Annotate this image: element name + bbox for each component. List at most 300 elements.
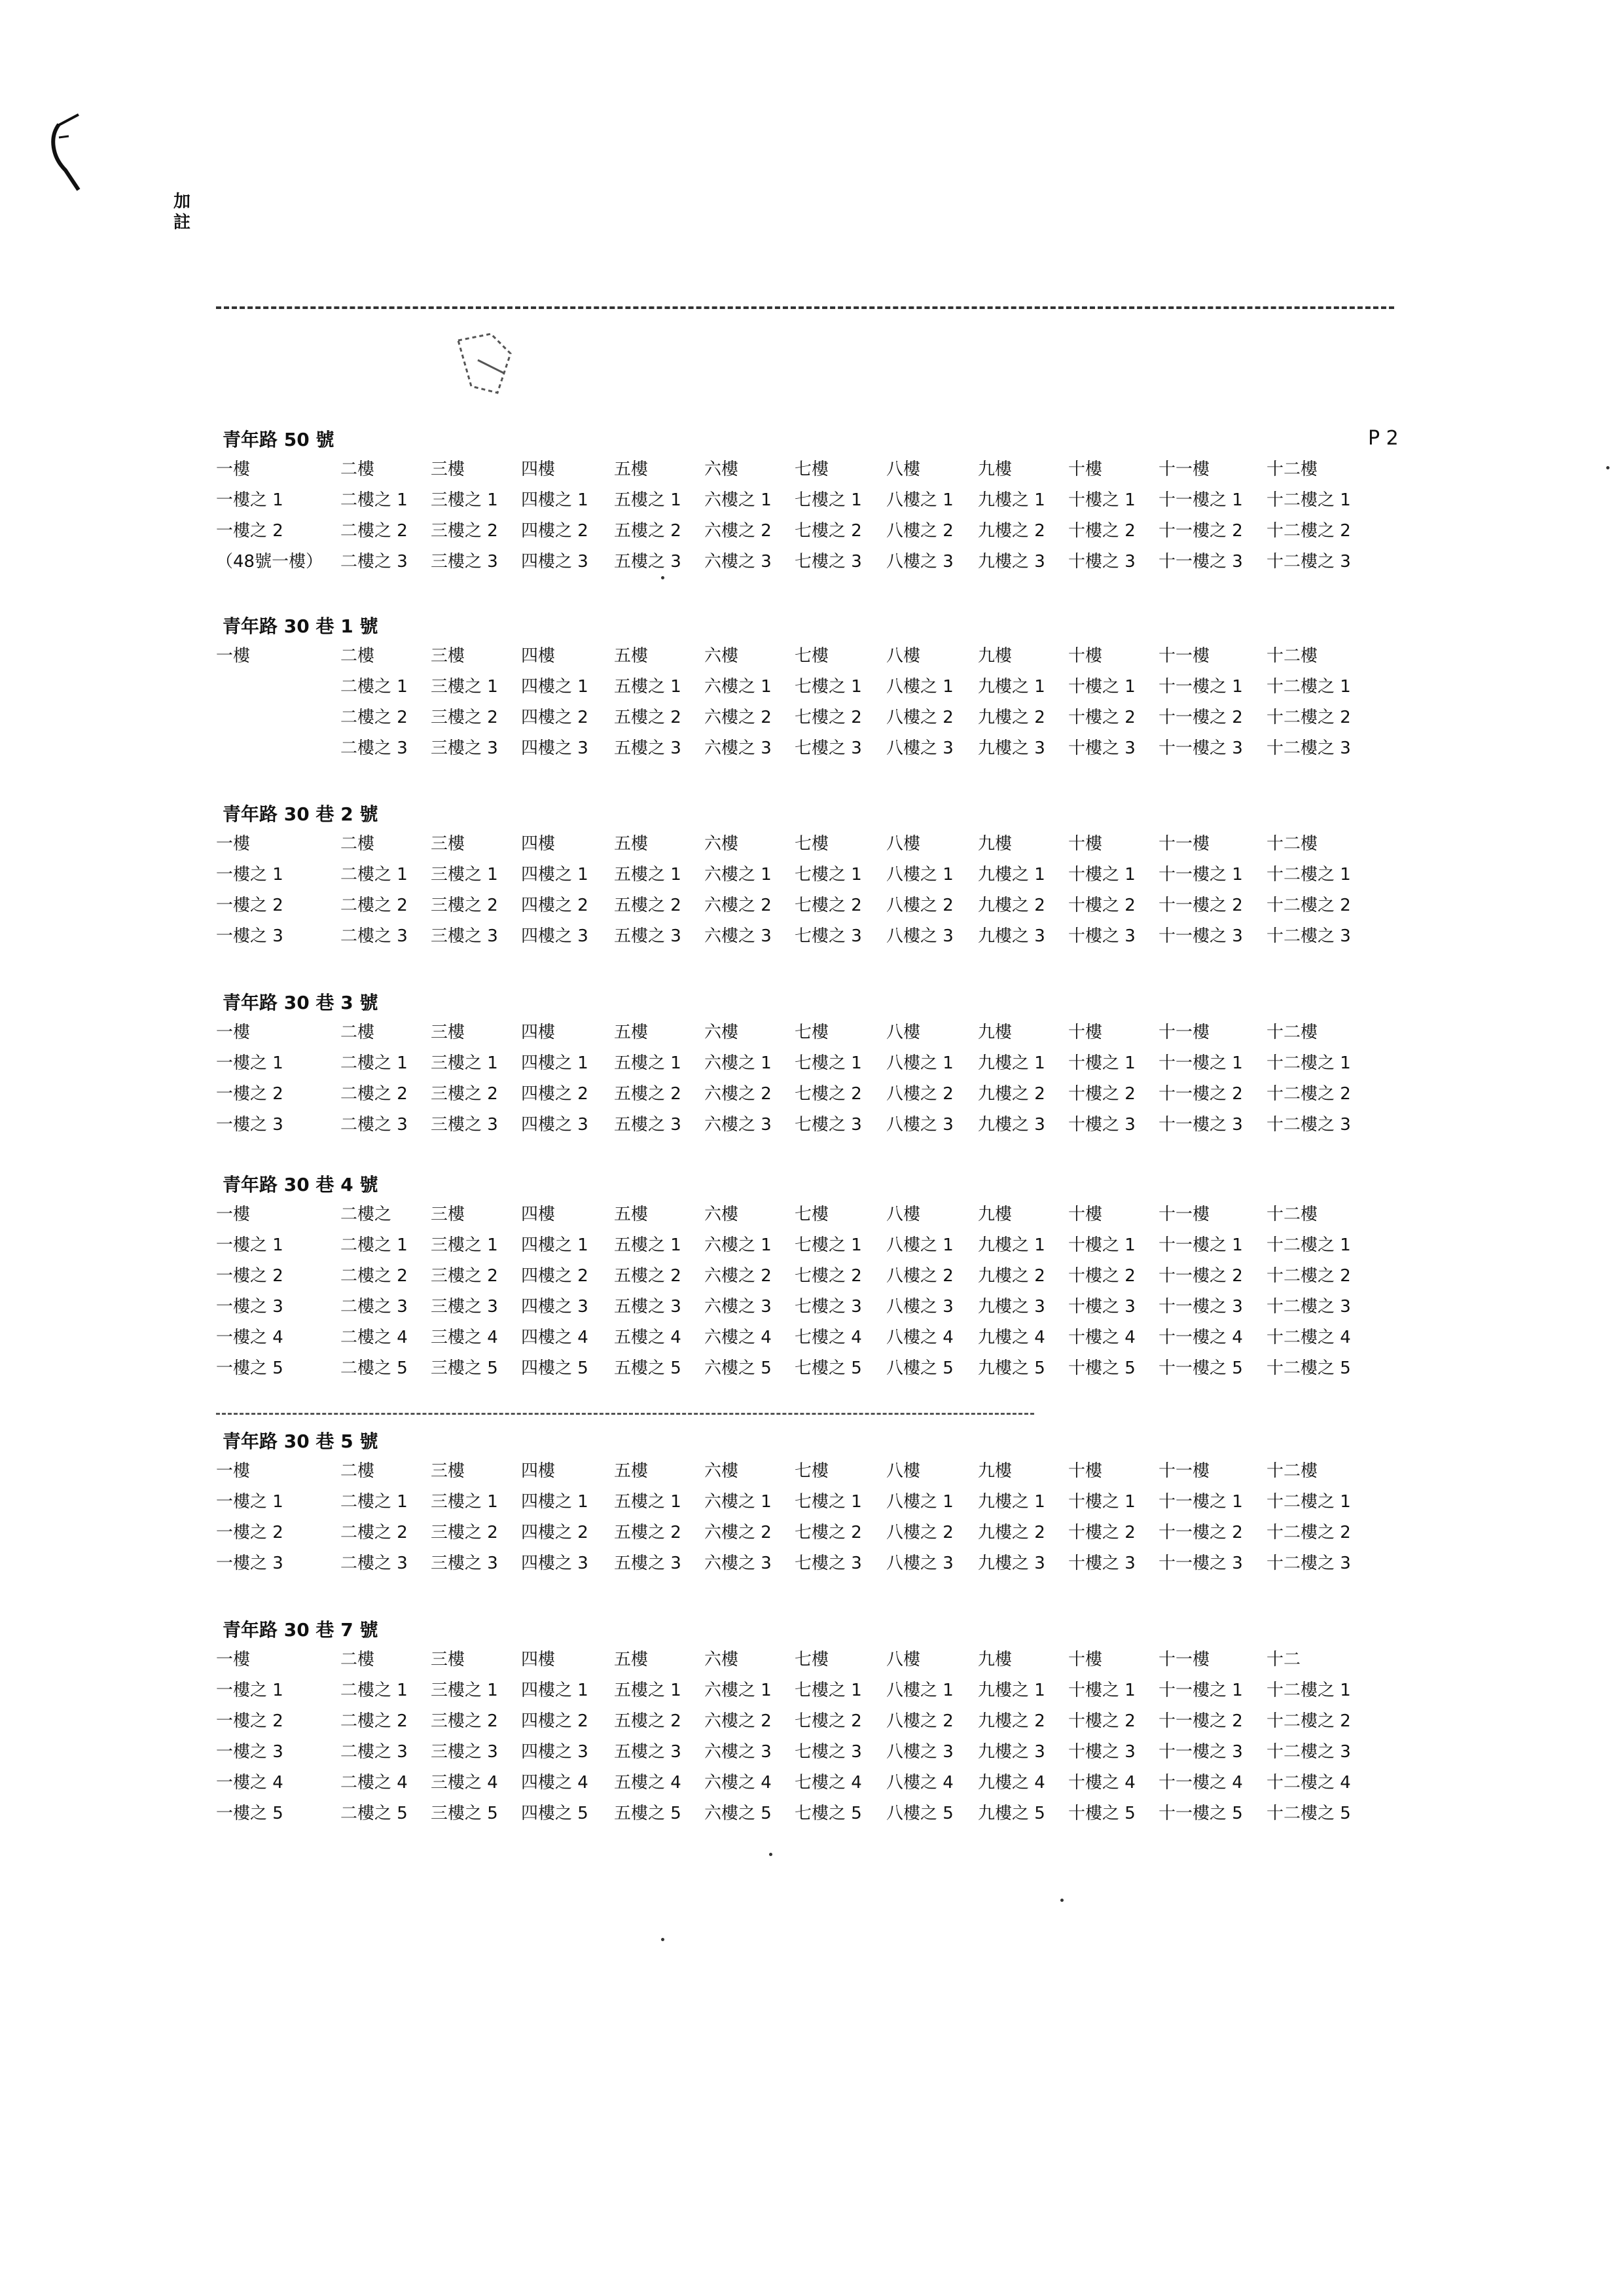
unit-label: 十一樓之 1 [1159, 1235, 1243, 1255]
unit-grid [216, 1199, 1371, 1384]
unit-label: 十樓之 1 [1068, 1492, 1136, 1512]
address-section [216, 800, 1371, 952]
unit-label: 二樓之 3 [340, 1742, 408, 1762]
unit-label: 七樓之 4 [795, 1773, 862, 1793]
unit-label: 十一樓之 2 [1159, 708, 1243, 727]
unit-label: 九樓 [978, 1205, 1013, 1224]
unit-label: 三樓之 3 [431, 1554, 498, 1573]
unit-label: 三樓之 1 [431, 490, 498, 510]
section-title: 青年路 30 巷 5 號 [223, 1430, 378, 1452]
margin-scribble [46, 111, 98, 210]
unit-label: 十一樓之 2 [1159, 896, 1243, 915]
unit-label: 八樓 [886, 1023, 921, 1042]
unit-label: 三樓之 2 [431, 708, 498, 727]
unit-label: 十二樓之 1 [1267, 1681, 1351, 1700]
unit-label: 六樓之 1 [704, 865, 772, 884]
unit-label: 二樓之 3 [340, 738, 408, 758]
unit-label: 十二樓之 1 [1267, 490, 1351, 510]
unit-label: 四樓之 2 [521, 1711, 588, 1731]
unit-label: 六樓之 2 [704, 1523, 772, 1542]
unit-label: 四樓之 3 [521, 552, 588, 572]
unit-label: 八樓之 3 [886, 738, 954, 758]
unit-label: 八樓 [886, 1650, 921, 1669]
unit-label: 四樓之 2 [521, 708, 588, 727]
unit-label: 八樓 [886, 646, 921, 666]
unit-label: 一樓之 3 [216, 1742, 283, 1762]
scan-smudge [452, 327, 524, 406]
unit-label: 九樓之 3 [978, 926, 1045, 946]
unit-label: 五樓之 2 [614, 708, 681, 727]
unit-label: 十樓之 1 [1068, 1681, 1136, 1700]
unit-label: 二樓 [340, 834, 375, 854]
unit-label: 七樓之 1 [795, 677, 862, 697]
unit-label: 三樓之 2 [431, 1084, 498, 1104]
unit-label: 十二樓 [1267, 1023, 1318, 1042]
unit-label: 四樓之 4 [521, 1773, 588, 1793]
unit-label: 七樓之 2 [795, 1084, 862, 1104]
unit-label: 六樓 [704, 460, 739, 479]
unit-label: 四樓之 1 [521, 1235, 588, 1255]
unit-label: 十一樓 [1159, 1023, 1210, 1042]
unit-label: 十樓 [1068, 1023, 1103, 1042]
unit-label: 七樓 [795, 460, 829, 479]
unit-label: 二樓之 1 [340, 677, 408, 697]
unit-label: 十樓 [1068, 460, 1103, 479]
unit-label: 二樓 [340, 460, 375, 479]
unit-label: 二樓之 1 [340, 490, 408, 510]
unit-label: 三樓之 3 [431, 1297, 498, 1317]
unit-label: 九樓之 3 [978, 738, 1045, 758]
unit-label [216, 702, 340, 733]
unit-label: 九樓之 2 [978, 1523, 1045, 1542]
unit-label: 十樓之 5 [1068, 1804, 1136, 1823]
unit-label: 十一樓之 1 [1159, 1053, 1243, 1073]
section-title: 青年路 30 巷 7 號 [223, 1619, 378, 1641]
unit-label: 九樓 [978, 460, 1013, 479]
unit-label: 十二樓之 4 [1267, 1773, 1351, 1793]
unit-label: 九樓 [978, 646, 1013, 666]
stamp-char-2: 註 [173, 213, 191, 232]
unit-label: 一樓之 1 [216, 1235, 283, 1255]
unit-grid [216, 1645, 1371, 1829]
unit-label: 二樓之 3 [340, 552, 408, 572]
unit-label: 十二樓之 2 [1267, 896, 1351, 915]
unit-label: 十二樓之 2 [1267, 1711, 1351, 1731]
unit-label: 十樓之 3 [1068, 1742, 1136, 1762]
section-title: 青年路 30 巷 3 號 [223, 992, 378, 1013]
unit-label: 十二樓之 2 [1267, 1523, 1351, 1542]
unit-label: 三樓 [431, 460, 465, 479]
unit-label: 九樓之 3 [978, 1554, 1045, 1573]
unit-label: 六樓之 2 [704, 896, 772, 915]
unit-label: 一樓之 1 [216, 1492, 283, 1512]
unit-label: 七樓之 5 [795, 1804, 862, 1823]
unit-label: 八樓之 2 [886, 1711, 954, 1731]
unit-label: 十樓之 3 [1068, 926, 1136, 946]
unit-label: 十二樓 [1267, 834, 1318, 854]
unit-label: 二樓之 1 [340, 1492, 408, 1512]
unit-label: 二樓之 1 [340, 1235, 408, 1255]
unit-label: 一樓之 2 [216, 521, 283, 541]
unit-label: 七樓 [795, 1461, 829, 1481]
unit-label: 一樓之 5 [216, 1358, 283, 1378]
unit-label: 二樓之 5 [340, 1358, 408, 1378]
unit-label: 十樓之 3 [1068, 1297, 1136, 1317]
unit-label: 十二樓之 2 [1267, 1084, 1351, 1104]
unit-label: 七樓之 2 [795, 708, 862, 727]
scan-speck [1606, 466, 1609, 469]
unit-label: 四樓之 1 [521, 1053, 588, 1073]
unit-label: 一樓 [216, 460, 251, 479]
unit-label: 三樓之 1 [431, 865, 498, 884]
unit-label: 八樓之 3 [886, 552, 954, 572]
unit-label: 八樓之 2 [886, 1523, 954, 1542]
unit-label: 九樓之 5 [978, 1358, 1045, 1378]
address-section [216, 1171, 1371, 1384]
unit-label: 五樓之 4 [614, 1328, 681, 1347]
unit-label: 五樓 [614, 646, 649, 666]
unit-label: 十二樓之 3 [1267, 926, 1351, 946]
unit-label: 七樓 [795, 1023, 829, 1042]
unit-label: 十二樓之 1 [1267, 865, 1351, 884]
unit-label: 九樓之 2 [978, 1266, 1045, 1286]
unit-label: 三樓 [431, 1650, 465, 1669]
unit-label: 九樓 [978, 834, 1013, 854]
unit-label: 十二樓之 5 [1267, 1358, 1351, 1378]
unit-label: 十樓 [1068, 1461, 1103, 1481]
unit-label: 五樓之 3 [614, 552, 681, 572]
unit-label: 三樓 [431, 834, 465, 854]
unit-label: 八樓之 3 [886, 926, 954, 946]
unit-label: 四樓之 2 [521, 896, 588, 915]
unit-label: 九樓之 1 [978, 490, 1045, 510]
unit-label: 一樓之 1 [216, 865, 283, 884]
unit-label: 十樓之 2 [1068, 708, 1136, 727]
unit-label: 四樓 [521, 1023, 556, 1042]
unit-label: 七樓之 3 [795, 1115, 862, 1135]
unit-label: 八樓 [886, 834, 921, 854]
unit-label: 九樓之 1 [978, 1235, 1045, 1255]
unit-label: 十樓 [1068, 1205, 1103, 1224]
unit-label: 六樓 [704, 646, 739, 666]
unit-label: 五樓之 2 [614, 896, 681, 915]
unit-label: 六樓之 2 [704, 1084, 772, 1104]
unit-label: 十二樓之 2 [1267, 521, 1351, 541]
unit-label: 八樓 [886, 1461, 921, 1481]
unit-label: 五樓之 5 [614, 1358, 681, 1378]
unit-label: 六樓 [704, 1650, 739, 1669]
unit-label: 十一樓 [1159, 1461, 1210, 1481]
unit-label: 四樓之 1 [521, 865, 588, 884]
unit-label: 四樓之 2 [521, 1523, 588, 1542]
unit-label: 一樓之 2 [216, 1711, 283, 1731]
unit-label: 十一樓之 2 [1159, 1711, 1243, 1731]
unit-label: 十一樓之 1 [1159, 490, 1243, 510]
unit-label: 二樓之 5 [340, 1804, 408, 1823]
unit-label: 十樓之 2 [1068, 521, 1136, 541]
unit-label: 八樓 [886, 1205, 921, 1224]
unit-label: 六樓之 4 [704, 1773, 772, 1793]
unit-label: 六樓之 5 [704, 1358, 772, 1378]
unit-label: 九樓之 3 [978, 1297, 1045, 1317]
unit-label: 六樓 [704, 834, 739, 854]
unit-label: 十二樓之 3 [1267, 1297, 1351, 1317]
unit-label: 十一樓之 1 [1159, 1492, 1243, 1512]
section-title: 青年路 30 巷 1 號 [223, 615, 378, 637]
unit-label: 十樓之 4 [1068, 1773, 1136, 1793]
unit-label: 二樓之 2 [340, 896, 408, 915]
unit-label: 六樓之 3 [704, 1297, 772, 1317]
unit-label: 六樓之 5 [704, 1804, 772, 1823]
scan-speck [1060, 1899, 1064, 1902]
unit-label: 四樓之 3 [521, 738, 588, 758]
unit-label: 六樓之 3 [704, 738, 772, 758]
unit-label: 三樓 [431, 646, 465, 666]
unit-label: 十樓之 2 [1068, 1711, 1136, 1731]
unit-label: 六樓之 1 [704, 677, 772, 697]
unit-label: 九樓 [978, 1650, 1013, 1669]
unit-label: 一樓 [216, 834, 251, 854]
unit-label: 九樓之 3 [978, 1742, 1045, 1762]
scan-speck [661, 576, 664, 579]
unit-label: 三樓之 2 [431, 1711, 498, 1731]
address-section [216, 1427, 1371, 1579]
unit-label: 五樓 [614, 1461, 649, 1481]
annotation-stamp [173, 191, 190, 233]
unit-label: 一樓 [216, 1023, 251, 1042]
unit-label: 四樓之 4 [521, 1328, 588, 1347]
unit-label: 六樓之 3 [704, 1115, 772, 1135]
unit-label: 五樓之 3 [614, 926, 681, 946]
unit-label: 六樓 [704, 1023, 739, 1042]
unit-label: 一樓 [216, 1650, 251, 1669]
unit-label: 一樓之 3 [216, 1554, 283, 1573]
unit-label: 五樓之 2 [614, 1711, 681, 1731]
section-title: 青年路 30 巷 2 號 [223, 803, 378, 825]
unit-label: 三樓之 4 [431, 1328, 498, 1347]
unit-label: 四樓之 1 [521, 1492, 588, 1512]
unit-label: 十一樓 [1159, 646, 1210, 666]
unit-label: 五樓 [614, 834, 649, 854]
unit-label: 四樓之 2 [521, 521, 588, 541]
unit-label: 七樓之 1 [795, 1235, 862, 1255]
unit-label: 二樓之 3 [340, 1297, 408, 1317]
unit-label: 四樓之 1 [521, 1681, 588, 1700]
unit-label: 八樓之 2 [886, 1266, 954, 1286]
unit-label: 十樓 [1068, 1650, 1103, 1669]
unit-label: 二樓之 3 [340, 926, 408, 946]
unit-label: 一樓之 2 [216, 1266, 283, 1286]
unit-label: 八樓之 4 [886, 1773, 954, 1793]
unit-label: 九樓之 1 [978, 677, 1045, 697]
unit-label: 十一樓之 1 [1159, 865, 1243, 884]
unit-label: 三樓之 3 [431, 926, 498, 946]
unit-label: 二樓 [340, 1461, 375, 1481]
unit-label: 九樓之 1 [978, 1681, 1045, 1700]
unit-label: 七樓之 2 [795, 896, 862, 915]
unit-label: 一樓之 4 [216, 1773, 283, 1793]
unit-label: 九樓之 1 [978, 1053, 1045, 1073]
unit-label: 十樓之 1 [1068, 490, 1136, 510]
unit-label: 七樓 [795, 646, 829, 666]
unit-label: 二樓之 2 [340, 708, 408, 727]
section-title: 青年路 30 巷 4 號 [223, 1174, 378, 1195]
unit-label: 八樓之 1 [886, 677, 954, 697]
unit-label: 八樓之 2 [886, 1084, 954, 1104]
unit-label: 九樓之 1 [978, 865, 1045, 884]
unit-label: 十一樓之 3 [1159, 1742, 1243, 1762]
unit-label: 五樓之 2 [614, 1084, 681, 1104]
unit-label: 二樓之 1 [340, 865, 408, 884]
unit-label: 五樓 [614, 1205, 649, 1224]
unit-label: 十二樓之 1 [1267, 677, 1351, 697]
unit-label: 五樓 [614, 460, 649, 479]
unit-label: 八樓之 1 [886, 490, 954, 510]
unit-label: （48號一樓） [216, 552, 323, 572]
unit-label: 六樓 [704, 1461, 739, 1481]
unit-label: 八樓之 1 [886, 865, 954, 884]
unit-label: 十一樓之 3 [1159, 738, 1243, 758]
unit-label: 十樓之 1 [1068, 865, 1136, 884]
unit-label: 七樓 [795, 1650, 829, 1669]
unit-label: 四樓 [521, 460, 556, 479]
unit-label: 七樓之 3 [795, 1742, 862, 1762]
unit-label: 六樓之 3 [704, 552, 772, 572]
unit-grid [216, 829, 1371, 952]
unit-label: 十一樓之 3 [1159, 552, 1243, 572]
unit-label: 二樓之 2 [340, 1266, 408, 1286]
unit-label: 一樓之 2 [216, 1084, 283, 1104]
unit-label: 十樓之 3 [1068, 1115, 1136, 1135]
unit-label: 七樓之 1 [795, 1492, 862, 1512]
unit-label: 十二 [1267, 1650, 1301, 1669]
unit-label: 十二樓 [1267, 1205, 1318, 1224]
unit-label: 九樓之 2 [978, 708, 1045, 727]
unit-label: 二樓之 1 [340, 1681, 408, 1700]
unit-label: 七樓之 3 [795, 1554, 862, 1573]
unit-label: 三樓之 5 [431, 1358, 498, 1378]
unit-label: 五樓之 4 [614, 1773, 681, 1793]
unit-label: 六樓之 3 [704, 1554, 772, 1573]
unit-label: 九樓之 3 [978, 552, 1045, 572]
unit-label: 五樓之 2 [614, 1266, 681, 1286]
unit-label: 三樓之 1 [431, 1053, 498, 1073]
unit-label: 三樓之 1 [431, 1235, 498, 1255]
unit-label: 十一樓之 5 [1159, 1358, 1243, 1378]
unit-grid [216, 454, 1371, 577]
unit-label: 八樓之 3 [886, 1554, 954, 1573]
unit-label: 二樓之 2 [340, 1711, 408, 1731]
unit-label: 十一樓之 4 [1159, 1773, 1243, 1793]
unit-label: 五樓之 3 [614, 1742, 681, 1762]
unit-label: 二樓之 1 [340, 1053, 408, 1073]
unit-label: 六樓之 1 [704, 1053, 772, 1073]
unit-label: 四樓 [521, 1205, 556, 1224]
address-section [216, 426, 1371, 577]
unit-label: 十樓之 3 [1068, 552, 1136, 572]
unit-label: 十一樓 [1159, 834, 1210, 854]
unit-label: 八樓之 2 [886, 896, 954, 915]
scan-speck [661, 1938, 664, 1941]
unit-label: 四樓 [521, 646, 556, 666]
unit-label: 十樓 [1068, 646, 1103, 666]
unit-label: 九樓之 2 [978, 1711, 1045, 1731]
unit-label: 八樓之 1 [886, 1492, 954, 1512]
unit-label: 十二樓之 3 [1267, 1115, 1351, 1135]
unit-label: 二樓之 4 [340, 1773, 408, 1793]
unit-label: 七樓之 2 [795, 1711, 862, 1731]
unit-label: 六樓之 1 [704, 1681, 772, 1700]
unit-label: 五樓之 3 [614, 1297, 681, 1317]
unit-label: 四樓之 1 [521, 490, 588, 510]
unit-label: 十樓之 1 [1068, 1053, 1136, 1073]
unit-label: 二樓 [340, 646, 375, 666]
unit-label: 十二樓 [1267, 646, 1318, 666]
unit-label: 四樓之 3 [521, 1115, 588, 1135]
unit-label: 二樓之 4 [340, 1328, 408, 1347]
unit-label: 十一樓之 2 [1159, 521, 1243, 541]
unit-label: 十二樓 [1267, 460, 1318, 479]
unit-label: 二樓之 2 [340, 1523, 408, 1542]
unit-label: 八樓之 1 [886, 1053, 954, 1073]
unit-label: 八樓之 3 [886, 1115, 954, 1135]
unit-label: 九樓之 2 [978, 896, 1045, 915]
unit-label: 四樓之 5 [521, 1358, 588, 1378]
unit-label: 十二樓 [1267, 1461, 1318, 1481]
unit-label: 六樓 [704, 1205, 739, 1224]
unit-label: 七樓之 3 [795, 1297, 862, 1317]
unit-label: 十一樓 [1159, 1650, 1210, 1669]
unit-label: 九樓之 2 [978, 521, 1045, 541]
unit-label: 十樓之 2 [1068, 896, 1136, 915]
unit-label: 七樓之 3 [795, 926, 862, 946]
unit-label: 八樓之 2 [886, 708, 954, 727]
unit-label: 三樓 [431, 1205, 465, 1224]
address-section [216, 1616, 1371, 1829]
unit-label: 六樓之 2 [704, 708, 772, 727]
unit-grid [216, 1017, 1371, 1140]
unit-label: 二樓 [340, 1023, 375, 1042]
unit-label: 六樓之 4 [704, 1328, 772, 1347]
unit-label: 九樓之 3 [978, 1115, 1045, 1135]
unit-label: 七樓之 1 [795, 865, 862, 884]
unit-label: 十一樓之 3 [1159, 1115, 1243, 1135]
unit-label: 十一樓之 2 [1159, 1266, 1243, 1286]
unit-label: 十一樓 [1159, 460, 1210, 479]
unit-grid [216, 641, 1371, 764]
unit-label: 十二樓之 3 [1267, 1554, 1351, 1573]
unit-label: 十一樓之 1 [1159, 1681, 1243, 1700]
unit-label: 八樓 [886, 460, 921, 479]
unit-label: 五樓之 1 [614, 1235, 681, 1255]
unit-label: 五樓之 1 [614, 865, 681, 884]
unit-label: 十樓之 2 [1068, 1523, 1136, 1542]
unit-label: 一樓之 4 [216, 1328, 283, 1347]
unit-label: 四樓 [521, 1461, 556, 1481]
unit-label: 十二樓之 1 [1267, 1235, 1351, 1255]
unit-label: 一樓之 1 [216, 1681, 283, 1700]
scan-speck [769, 1853, 772, 1856]
unit-label: 二樓之 3 [340, 1115, 408, 1135]
unit-label: 七樓之 3 [795, 552, 862, 572]
unit-label: 十二樓之 3 [1267, 738, 1351, 758]
unit-label: 三樓之 3 [431, 1742, 498, 1762]
unit-label: 九樓之 5 [978, 1804, 1045, 1823]
unit-grid [216, 1456, 1371, 1579]
unit-label: 六樓之 2 [704, 1266, 772, 1286]
unit-label: 一樓 [216, 646, 251, 666]
unit-label [216, 733, 340, 764]
